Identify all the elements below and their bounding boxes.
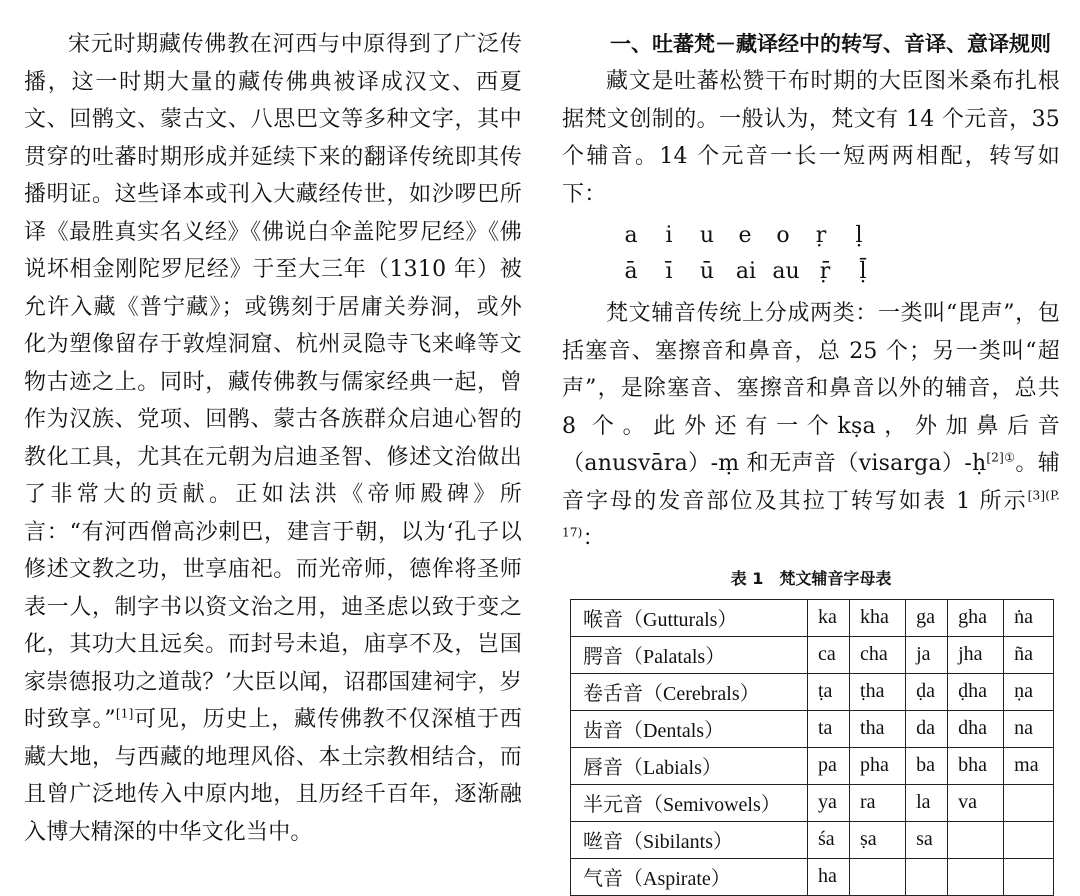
table-row [571,599,1054,636]
category-cell: 腭音（Palatals） [571,636,808,673]
letter-cell: ṭa [808,673,850,710]
letter-cell [948,858,1004,895]
vowel: ū [699,258,715,284]
category-cell: 咝音（Sibilants） [571,821,808,858]
letter-cell: la [906,784,948,821]
paragraph-text-tail: 可见，历史上，藏传佛教不仅深植于西藏大地，与西藏的地理风俗、本土宗教相结合，而且曾广泛地传入中原内地，且历经千百年，逐渐融入博大精深的中华文化当中。 [24,707,523,845]
vowel: i [665,222,673,248]
long-vowels-row [562,253,1060,289]
letter-cell: ṣa [850,821,906,858]
letter-cell: tha [850,710,906,747]
letter-cell: ma [1004,747,1054,784]
vowel: a [624,222,638,248]
letter-cell: ya [808,784,850,821]
letter-cell: bha [948,747,1004,784]
letter-cell: ga [906,599,948,636]
letter-cell: ḍa [906,673,948,710]
footnote-ref[interactable]: [3](P. 17) [562,488,1060,540]
letter-cell [1004,858,1054,895]
letter-cell: ca [808,636,850,673]
vowel: ḹ [859,258,867,284]
paragraph-text: 宋元时期藏传佛教在河西与中原得到了广泛传播，这一时期大量的藏传佛典被译成汉文、西夏文、回鹘文、蒙古文、八思巴文等多种文字，其中贯穿的吐蕃时期形成并延续下来的翻译传统即其传播明证。这些译本或刊入大藏经传世，如沙啰巴所译《最胜真实名义经》《佛说白伞盖陀罗尼经》《佛说坏相金刚陀罗尼经》于至大三年（1310 年）被允许入藏《普宁藏》；或镌刻于居庸关券洞，或外化为塑像留存于敦煌洞窟、杭州灵隐寺飞来峰等文物古迹之上。同时，藏传佛教与儒家经典一起，曾作为汉族、党项、回鹘、蒙古各族群众启迪心智的教化工具，尤其在元朝为启迪圣智、修述文治做出了非常大的贡献。正如法洪《帝师殿碑》所言：“有河西僧高沙剌巴，建言于朝，以为‘孔子以修述文教之功，世享庙祀。而光帝师，德侔将圣师表一人，制字书以资文治之用，迪圣虑以致于变之化，其功大且远矣。而封号未追，庙享不及，岂国家崇德报功之道哉？’大臣以闻，诏郡国建祠宇，岁时致享。” [24,32,522,732]
letter-cell: dha [948,710,1004,747]
letter-cell: gha [948,599,1004,636]
letter-cell: ḍha [948,673,1004,710]
paragraph-text: 梵文辅音传统上分成两类：一类叫“毘声”，包括塞音、塞擦音和鼻音，总 25 个；另一类叫“超声”，是除塞音、塞擦音和鼻音以外的辅音，总共 8 个。此外还有一个kṣa，外加鼻后音（anusvāra）-ṃ 和无声音（visarga）-ḥ [562,301,1060,476]
vowel-list [562,217,1060,289]
letter-cell: ta [808,710,850,747]
left-column [24,26,522,851]
category-cell: 半元音（Semivowels） [571,784,808,821]
letter-cell: śa [808,821,850,858]
letter-cell: kha [850,599,906,636]
vowel: ṝ [819,258,831,284]
short-vowels-row [562,217,1060,253]
letter-cell: ja [906,636,948,673]
category-cell: 喉音（Gutturals） [571,599,808,636]
table-row [571,784,1054,821]
vowel: ā [624,258,638,284]
letter-cell: sa [906,821,948,858]
section-heading: 一、吐蕃梵－藏译经中的转写、音译、意译规则 [610,32,1051,56]
letter-cell: pa [808,747,850,784]
letter-cell: ṇa [1004,673,1054,710]
vowel: e [738,222,752,248]
vowel: u [699,222,715,248]
category-cell: 齿音（Dentals） [571,710,808,747]
letter-cell: da [906,710,948,747]
letter-cell: pha [850,747,906,784]
letter-cell: na [1004,710,1054,747]
vowel: o [776,222,790,248]
vowel: au [772,258,800,284]
table-row [571,636,1054,673]
intro-paragraph: 藏文是吐蕃松赞干布时期的大臣图米桑布扎根据梵文创制的。一般认为，梵文有 14 个元音，35 个辅音。14 个元音一长一短两两相配，转写如下： [562,69,1060,207]
category-cell: 唇音（Labials） [571,747,808,784]
paragraph-text-end: ： [582,526,605,551]
letter-cell: ha [808,858,850,895]
consonant-paragraph [562,295,1060,558]
body-paragraph [24,26,522,851]
category-cell: 气音（Aspirate） [571,858,808,895]
letter-cell [1004,784,1054,821]
vowel: ṛ [815,222,827,248]
vowel: ai [735,258,757,284]
letter-cell: ka [808,599,850,636]
letter-cell [850,858,906,895]
vowel: ḷ [855,222,863,248]
letter-cell: ṭha [850,673,906,710]
table-caption: 表 1 梵文辅音字母表 [730,568,892,588]
letter-cell: cha [850,636,906,673]
table-row [571,747,1054,784]
letter-cell [906,858,948,895]
footnote-ref[interactable]: [1] [115,706,134,721]
table-row [571,710,1054,747]
vowel: ī [665,258,673,284]
category-cell: 卷舌音（Cerebrals） [571,673,808,710]
consonant-table [570,599,1054,896]
letter-cell: va [948,784,1004,821]
letter-cell: ña [1004,636,1054,673]
right-column [562,26,1060,896]
letter-cell: ra [850,784,906,821]
letter-cell: ṅa [1004,599,1054,636]
paragraph-text-cont: 。辅音字母的发音部位及其拉丁转写如表 1 所示 [562,451,1061,514]
letter-cell: jha [948,636,1004,673]
table-row [571,673,1054,710]
footnote-ref[interactable]: [2]① [986,450,1016,465]
table-row [571,858,1054,895]
letter-cell: ba [906,747,948,784]
